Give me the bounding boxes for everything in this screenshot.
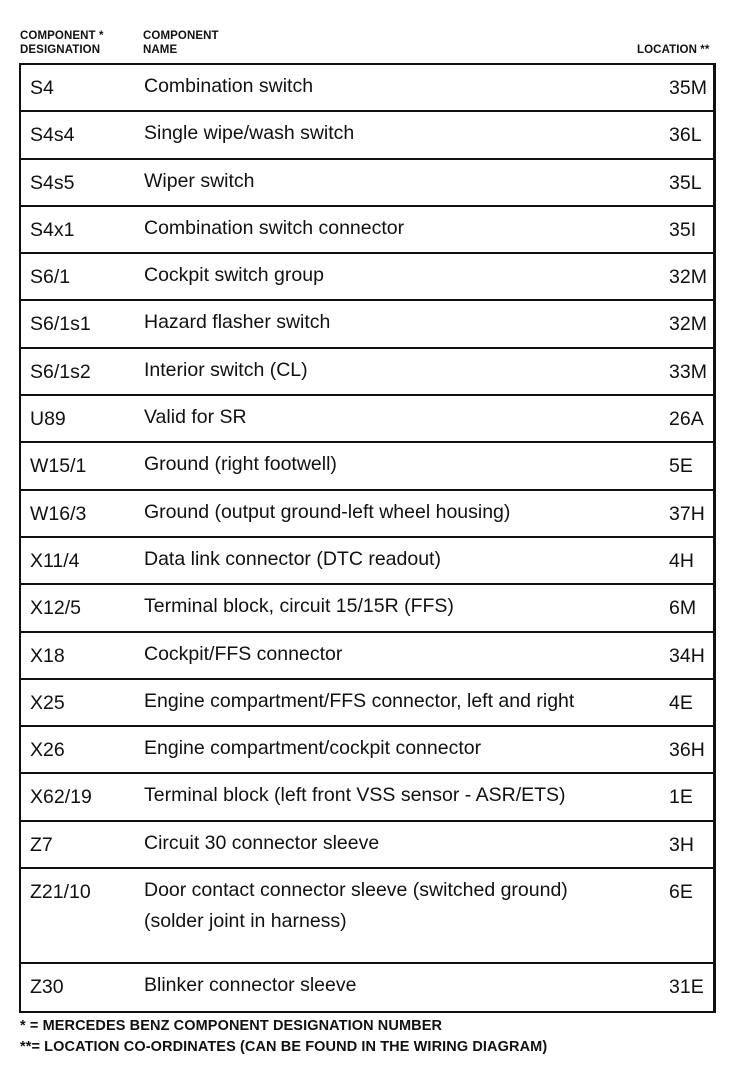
component-location: 34H [669, 644, 705, 667]
component-location: 3H [669, 833, 694, 856]
component-name-line: Ground (output ground-left wheel housing) [144, 500, 511, 523]
component-location: 5E [669, 455, 693, 478]
component-location: 32M [669, 266, 707, 289]
component-location: 35L [669, 171, 702, 194]
table-row [21, 65, 713, 112]
component-location: 4H [669, 549, 694, 572]
component-name-line: Cockpit/FFS connector [144, 642, 343, 665]
component-name-line: Valid for SR [144, 406, 247, 429]
component-location: 33M [669, 360, 707, 383]
component-name-line: Cockpit switch group [144, 264, 324, 287]
component-location: 35M [669, 77, 707, 99]
component-location: 36L [669, 124, 702, 147]
component-designation: S4 [30, 77, 54, 99]
component-designation: S4s4 [30, 124, 75, 147]
name-header-line2: NAME [143, 44, 178, 56]
designation-header-line2: DESIGNATION [20, 44, 101, 56]
component-designation: Z7 [30, 833, 53, 856]
component-name-line: Single wipe/wash switch [144, 122, 355, 145]
table-row [21, 727, 713, 774]
component-name-line: Combination switch [144, 75, 314, 97]
component-name [144, 307, 644, 338]
component-name [144, 355, 644, 386]
component-location: 31E [669, 976, 704, 999]
component-name [144, 970, 644, 1001]
component-name [144, 497, 644, 528]
component-name-line: Terminal block (left front VSS sensor - ASR/ETS) [144, 784, 566, 807]
component-location: 26A [669, 408, 704, 431]
component-designation: S6/1s2 [30, 360, 91, 383]
component-name-line: Data link connector (DTC readout) [144, 547, 441, 570]
component-name-line: Combination switch connector [144, 216, 405, 239]
component-designation: S4s5 [30, 171, 75, 194]
component-name-line: Terminal block, circuit 15/15R (FFS) [144, 595, 454, 618]
component-name [144, 591, 644, 622]
component-designation: W15/1 [30, 455, 87, 478]
table-row [21, 964, 713, 1011]
component-table [19, 63, 716, 1013]
table-row [21, 160, 713, 207]
name-header-line1: COMPONENT [143, 30, 219, 42]
component-designation: S6/1 [30, 266, 71, 289]
component-designation: X12/5 [30, 597, 81, 620]
table-row [21, 207, 713, 254]
component-location: 37H [669, 502, 705, 525]
component-name [144, 213, 644, 244]
component-name-line: Interior switch (CL) [144, 358, 308, 381]
component-location: 1E [669, 786, 693, 809]
table-row [21, 538, 713, 585]
component-name [144, 402, 644, 433]
component-location: 6M [669, 597, 697, 620]
component-name [144, 686, 644, 717]
footnote-location: **= LOCATION CO-ORDINATES (CAN BE FOUND IN THE WIRING DIAGRAM) [20, 1039, 548, 1055]
component-designation: X62/19 [30, 786, 92, 809]
component-location: 32M [669, 313, 707, 336]
table-row [21, 443, 713, 490]
table-row [21, 869, 713, 964]
component-name-line: Engine compartment/FFS connector, left and right [144, 689, 575, 712]
component-designation: X18 [30, 644, 65, 667]
table-row [21, 822, 713, 869]
component-name [144, 828, 644, 859]
component-name [144, 544, 644, 575]
component-name [144, 118, 644, 149]
component-designation: X26 [30, 739, 65, 762]
component-designation: S4x1 [30, 218, 75, 241]
component-name-line: Blinker connector sleeve [144, 974, 357, 997]
table-row [21, 349, 713, 396]
component-location: 4E [669, 691, 693, 714]
component-name [144, 260, 644, 291]
component-designation: U89 [30, 408, 66, 431]
table-row [21, 301, 713, 348]
component-name-line: Circuit 30 connector sleeve [144, 831, 380, 854]
component-name [144, 875, 644, 937]
table-row [21, 491, 713, 538]
component-name-line: Door contact connector sleeve (switched ground) [144, 879, 568, 902]
table-row [21, 680, 713, 727]
component-name [144, 449, 644, 480]
table-row [21, 254, 713, 301]
table-row [21, 112, 713, 159]
component-name [144, 166, 644, 197]
component-name [144, 780, 644, 811]
component-location: 6E [669, 881, 693, 904]
table-row [21, 774, 713, 821]
component-name-line: Ground (right footwell) [144, 453, 337, 476]
table-row [21, 633, 713, 680]
component-location: 36H [669, 739, 705, 762]
name-column-header [143, 29, 219, 57]
component-designation: Z21/10 [30, 881, 91, 904]
component-name [144, 71, 644, 102]
component-designation: X11/4 [30, 549, 80, 572]
component-designation: S6/1s1 [30, 313, 91, 336]
designation-column-header [20, 29, 104, 57]
component-name-line: Engine compartment/cockpit connector [144, 737, 482, 760]
component-designation: Z30 [30, 976, 64, 999]
component-designation: X25 [30, 691, 65, 714]
footnote-designation: * = MERCEDES BENZ COMPONENT DESIGNATION NUMBER [20, 1018, 443, 1034]
component-designation: W16/3 [30, 502, 87, 525]
component-name-line: (solder joint in harness) [144, 910, 347, 933]
component-name [144, 639, 644, 670]
designation-header-line1: COMPONENT * [20, 30, 104, 42]
component-name-line: Hazard flasher switch [144, 311, 331, 334]
table-row [21, 396, 713, 443]
table-row [21, 585, 713, 632]
component-name-line: Wiper switch [144, 169, 255, 192]
component-location: 35I [669, 218, 697, 241]
component-name [144, 733, 644, 764]
location-column-header: LOCATION ** [637, 44, 710, 56]
